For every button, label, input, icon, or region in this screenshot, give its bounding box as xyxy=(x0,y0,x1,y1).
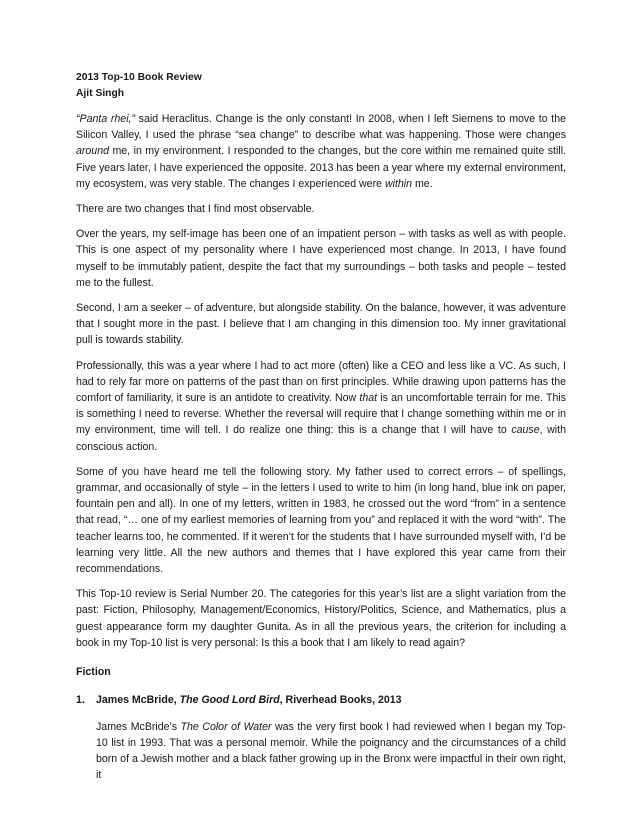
document-header xyxy=(76,70,566,102)
intro-paragraph-1: “Panta rhei,” said Heraclitus. Change is the only constant! In 2008, when I left Siemens to move to the Silicon Valley, I used the phrase “sea change” to describe what was happening. Those were changes around me, in my environment. I responded to the changes, but the core within me remained quite still. Five years later, I have experienced the opposite. 2013 has been a year where my external environment, my ecosystem, was very stable. The changes I experienced were within me. xyxy=(76,113,566,190)
section-heading-fiction: Fiction xyxy=(76,666,111,679)
intro-paragraph-3: Over the years, my self-image has been one of an impatient person – with tasks as well as with people. This is one aspect of my personality where I have experienced most change. In 2013, I have found myself to be immutably patient, despite the fact that my surroundings – both tasks and people – tested me to the fullest. xyxy=(76,228,566,289)
intro-paragraph-6: Some of you have heard me tell the following story. My father used to correct errors – of spellings, grammar, and occasionally of style – in the letters I used to write to him (in long hand, blue ink on paper, fountain pen and all). In one of my letters, written in 1983, he crossed out the word “from” in a sentence that read, “… one of my earliest memories of learning from you” and replaced it with the word “with”. The teacher learns too, he commented. If it weren’t for the students that I have surrounded myself with, I’d be learning very little. All the new authors and themes that I have explored this year came from their recommendations. xyxy=(76,465,566,576)
entry-body-1: James McBride’s The Color of Water was the very first book I had reviewed when I began my Top-10 list in 1993. That was a personal memoir. While the poignancy and the circumstances of a child born of a Jewish mother and a black father growing up in the Bronx were impactful in their own right, it xyxy=(96,720,566,782)
entry-title-text: James McBride, The Good Lord Bird, Riverhead Books, 2013 xyxy=(96,694,402,707)
document-author: Ajit Singh xyxy=(76,88,125,99)
quote-panta-rhei: “Panta rhei,” xyxy=(76,113,136,125)
intro-paragraph-7: This Top-10 review is Serial Number 20. The categories for this year’s list are a slight variation from the past: Fiction, Philosophy, Management/Economics, History/Politics, Science, and Mathematics, plus a guest appearance form my daughter Gunita. As in all the previous years, the criterion for including a book in my Top-10 list is very personal: Is this a book that I am likely to read again? xyxy=(76,588,566,649)
entry-title-1 xyxy=(76,692,566,708)
document-page xyxy=(76,70,566,792)
document-title: 2013 Top-10 Book Review xyxy=(76,72,202,83)
intro-paragraph-4: Second, I am a seeker – of adventure, but alongside stability. On the balance, however, it was adventure that I sought more in the past. I believe that I am changing in this dimension too. My inner gravitational pull is towards stability. xyxy=(76,302,566,347)
intro-paragraph-2: There are two changes that I find most observable. xyxy=(76,203,315,216)
book-title: The Good Lord Bird xyxy=(179,694,280,707)
intro-paragraph-5: Professionally, this was a year where I had to act more (often) like a CEO and less like a VC. As such, I had to rely far more on patterns of the past than on first principles. While drawing upon patterns has the comfort of familiarity, it sure is an antidote to creativity. Now that is an uncomfortable terrain for me. This is something I need to reverse. Whether the reversal will require that I change something within me or in my environment, time will tell. I do realize one thing: this is a change that I will have to cause, with conscious action. xyxy=(76,359,566,453)
entry-number: 1. xyxy=(76,694,85,707)
